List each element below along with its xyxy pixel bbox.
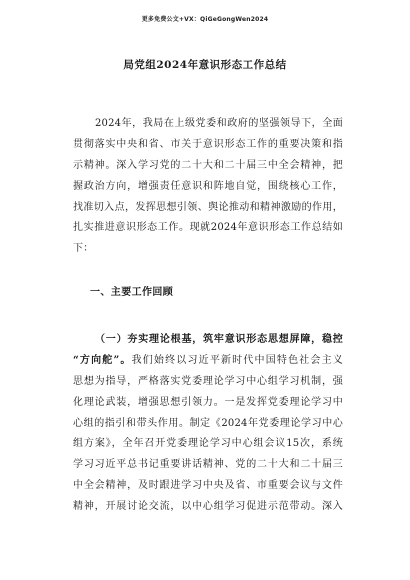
document-title: 局党组2024年意识形态工作总结 [123,59,287,71]
section-heading: 一、主要工作回顾 [90,287,174,298]
intro-line: 下： [73,243,94,255]
intro-line: 2024年，我局在上级党委和政府的坚强领导下，全面 [95,118,343,129]
body-line: 中全会精神，及时跟进学习中央及省、市重要会议与文件 [73,480,343,492]
subsection-line [73,351,343,372]
subsection-heading-tail: “方向舵”。 [73,354,132,366]
subsection-body-start: 我们始终以习近平新时代中国特色社会主义 [131,354,343,366]
body-line: 精神，开展讨论交流，以中心组学习促进示范带动。深入 [73,501,343,513]
body-line: 化理论武装，增强思想引领力。一是发挥党委理论学习中 [73,396,343,408]
intro-line: 找准切入点，发挥思想引领、舆论推动和精神激励的作用， [73,201,343,213]
intro-paragraph [73,114,343,260]
body-line: 心组的指引和带头作用。制定《2024年党委理论学习中心 [73,417,343,429]
intro-line: 贯彻落实中央和省、市关于意识形态工作的重要决策和指 [73,138,343,150]
intro-line: 握政治方向，增强责任意识和阵地自觉，围绕核心工作， [73,180,343,192]
body-line: 思想为指导，严格落实党委理论学习中心组学习机制，强 [73,375,343,387]
body-line: 学习习近平总书记重要讲话精神、党的二十大和二十届三 [73,459,343,471]
subsection-heading-line: （一）夯实理论根基，筑牢意识形态思想屏障，稳控 [95,334,343,345]
body-line: 组方案》，全年召开党委理论学习中心组会议15次，系统 [73,438,343,450]
intro-line: 扎实推进意识形态工作。现就2024年意识形态工作总结如 [73,222,343,234]
subsection-paragraph [73,330,343,518]
watermark-text: 更多免费公文+VX：QiGeGongWen2024 [141,16,269,23]
intro-line: 示精神。深入学习党的二十大和二十届三中全会精神，把 [73,159,343,171]
